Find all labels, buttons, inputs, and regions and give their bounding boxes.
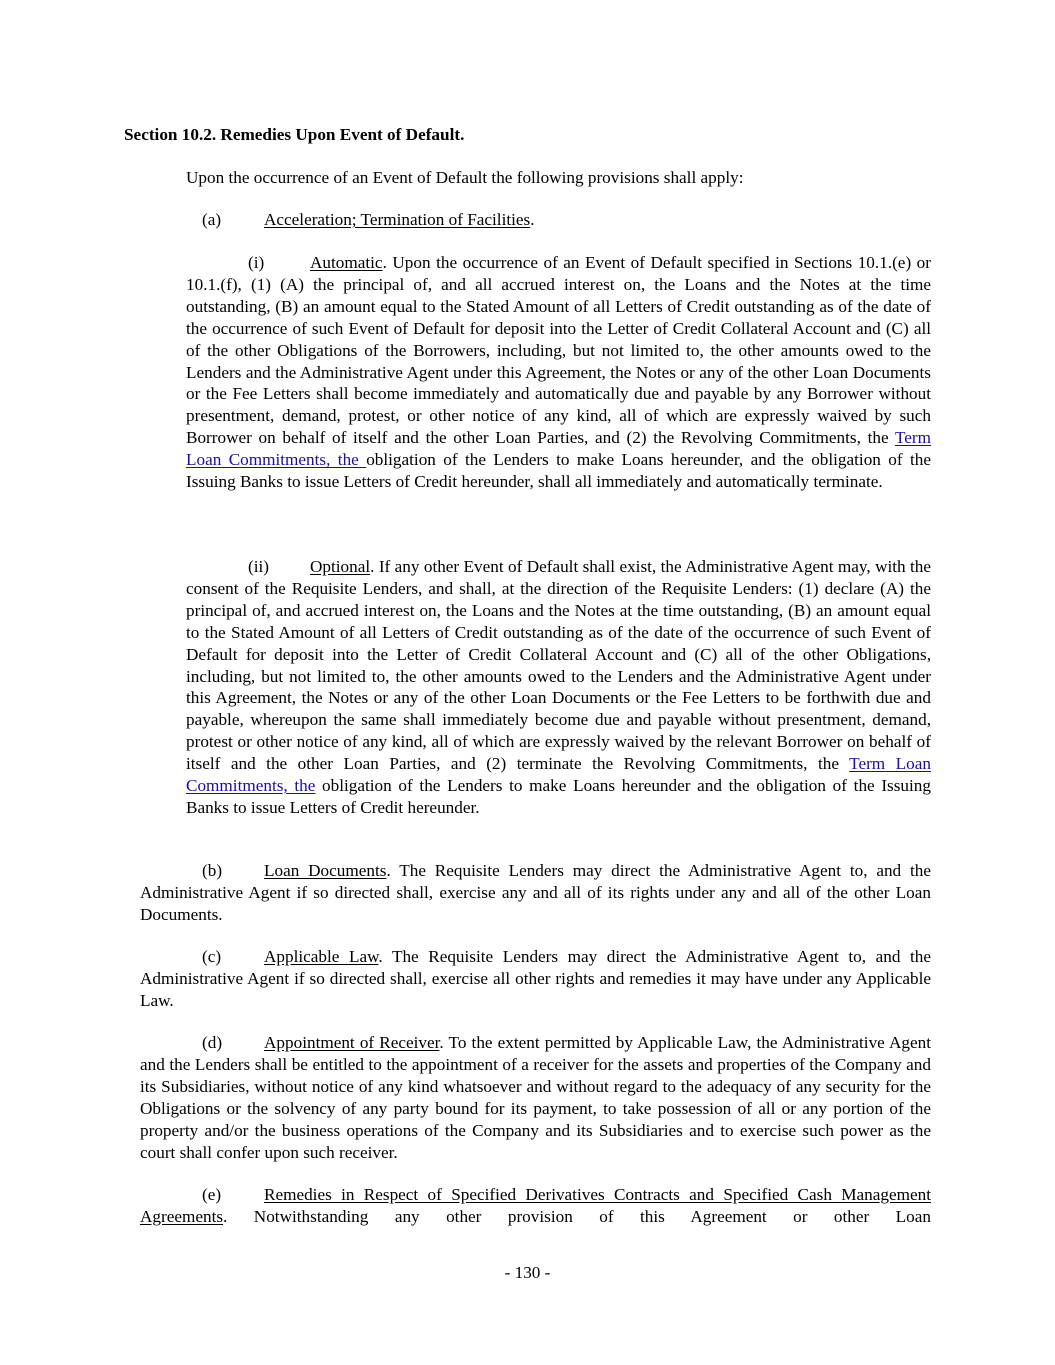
item-e-title: Remedies in Respect of Specified Derivatives Contracts and Specified Cash Management Agreements [140,1185,931,1226]
item-a-i-label: (i) [248,253,265,272]
item-a-ii-label: (ii) [248,557,269,576]
item-a-ii-paragraph [186,556,931,819]
item-a [202,209,942,231]
item-a-i-title: Automatic [310,253,383,272]
item-c-title: Applicable Law [264,947,379,966]
intro-text: Upon the occurrence of an Event of Default the following provisions shall apply: [186,168,744,187]
item-a-ii-text: . If any other Event of Default shall exist, the Administrative Agent may, with the consent of the Requisite Lenders, and shall, at the direction of the Requisite Lenders: (1) declare (A) the principal of, and accrued interest on, the Loans and the Notes at the time outstanding, (B) an amount equal to the Stated Amount of all Letters of Credit outstanding as of the date of the occurrence of such Event of Default for deposit into the Letter of Credit Collateral Account and (C) all of the other Obligations, including, but not limited to, the other amounts owed to the Lenders and the Administrative Agent under this Agreement, the Notes or any of the other Loan Documents or the Fee Letters to be forthwith due and payable, whereupon the same shall immediately become due and payable without presentment, demand, protest or other notice of any kind, all of which are expressly waived by the relevant Borrower on behalf of itself and the other Loan Parties, and (2) terminate the Revolving Commitments, the [186,557,931,774]
item-a-label: (a) [202,210,222,229]
intro-paragraph [186,167,946,189]
item-b-title: Loan Documents [264,861,387,880]
page-number: - 130 - [504,1263,551,1282]
term-loan-commitments-link-2[interactable]: Term Loan Commitments, the [186,754,931,796]
item-a-i-text-2: obligation of the Lenders to make Loans hereunder, and the obligation of the Issuing Banks to issue Letters of Credit hereunder, shall all immediately and automatically terminate. [186,450,931,492]
item-d-text: . To the extent permitted by Applicable Law, the Administrative Agent and the Lenders shall be entitled to the appointment of a receiver for the assets and properties of the Company and its Subsidiaries, without notice of any kind whatsoever and without regard to the adequacy of any security for the Obligations or the solvency of any party bound for its payment, to take possession of all or any portion of the property and/or the business operations of the Company and its Subsidiaries and to exercise such power as the court shall confer upon such receiver. [140,1033,931,1162]
item-b-paragraph [140,860,931,926]
item-c-text: . The Requisite Lenders may direct the Administrative Agent to, and the Administrative Agent if so directed shall, exercise all other rights and remedies it may have under any Applicable Law. [140,947,932,1010]
term-loan-commitments-link[interactable]: Term Loan Commitments, the [186,428,931,470]
item-e-text: . Notwithstanding any other provision of this Agreement or other Loan [223,1206,931,1226]
item-b-text: . The Requisite Lenders may direct the Administrative Agent to, and the Administrative Agent if so directed shall, exercise any and all of its rights under any and all of the other Loan Documents. [140,861,931,924]
item-c-label: (c) [202,947,222,966]
item-d-title: Appointment of Receiver [264,1033,440,1052]
item-d-label: (d) [202,1033,223,1052]
item-d-paragraph [140,1032,931,1163]
item-a-i-text: . Upon the occurrence of an Event of Default specified in Sections 10.1.(e) or 10.1.(f), (1) (A) the principal of, and all accrued interest on, the Loans and the Notes at the time outstanding, (B) an amount equal to the Stated Amount of all Letters of Credit outstanding as of the date of the occurrence of such Event of Default for deposit into the Letter of Credit Collateral Account and (C) all of the other Obligations of the Borrowers, including, but not limited to, the other amounts owed to the Lenders and the Administrative Agent under this Agreement, the Notes or any of the other Loan Documents or the Fee Letters shall become immediately and automatically due and payable by any Borrower without presentment, demand, protest, or other notice of any kind, all of which are expressly waived by such Borrower on behalf of itself and the other Loan Parties, and (2) the Revolving Commitments, the [186,253,931,448]
item-a-title-end: . [530,210,535,229]
item-c-paragraph [140,946,931,1012]
item-a-ii-text-2: obligation of the Lenders to make Loans hereunder and the obligation of the Issuing Banks to issue Letters of Credit hereunder. [186,776,931,817]
item-e-label: (e) [202,1185,222,1204]
item-e-paragraph [140,1184,931,1228]
item-a-ii-title: Optional [310,557,371,576]
item-a-i-paragraph [186,252,931,493]
item-b-label: (b) [202,861,223,880]
item-a-title: Acceleration; Termination of Facilities [264,210,531,229]
section-heading: Section 10.2. Remedies Upon Event of Default. [124,125,465,144]
